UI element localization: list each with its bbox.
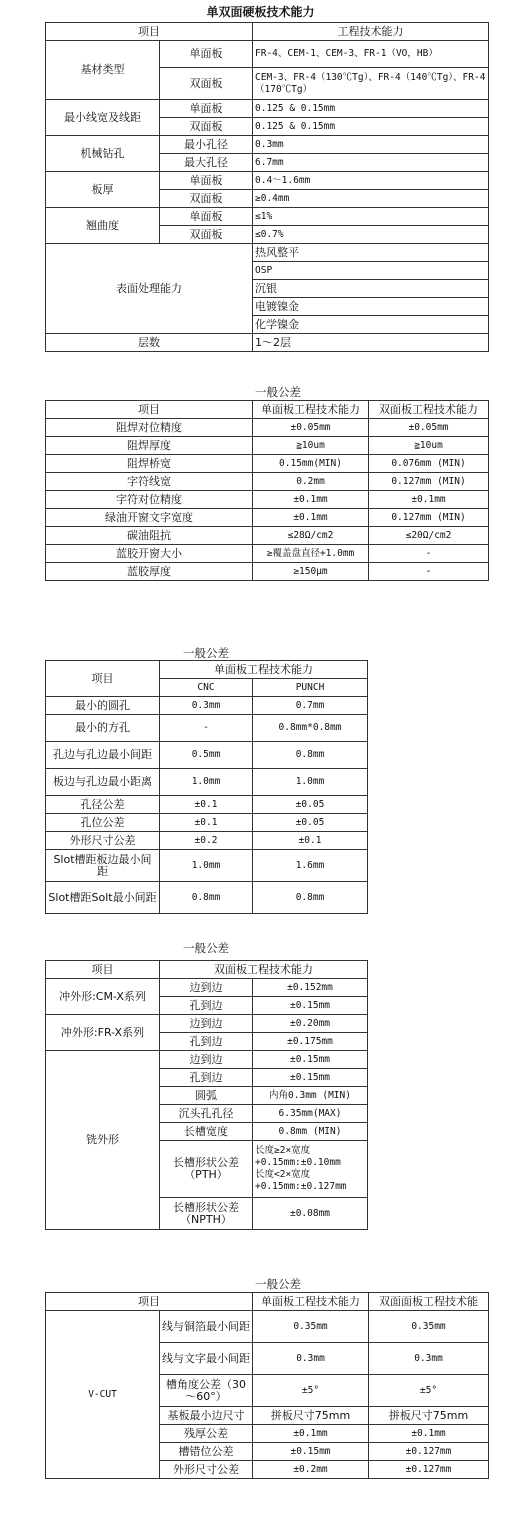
page-title: 单双面硬板技术能力	[206, 5, 315, 19]
label-single: 单面板	[160, 41, 253, 68]
row-label: 槽角度公差（30～60°）	[160, 1375, 253, 1407]
row-label-cm-series: 冲外形:CM-X系列	[46, 979, 160, 1015]
row-label: 槽错位公差	[160, 1443, 253, 1461]
row-label: 残厚公差	[160, 1425, 253, 1443]
row-label-line: 最小线宽及线距	[46, 100, 160, 136]
double-board-outline-tolerance-table	[45, 960, 368, 1230]
tech-capability-table	[45, 22, 489, 352]
row-label-warp: 翘曲度	[46, 208, 160, 244]
value-double: -	[369, 545, 489, 563]
row-label-base: 基材类型	[46, 41, 160, 100]
value-single: ±0.1mm	[253, 1425, 369, 1443]
label-edge: 边到边	[160, 1015, 253, 1033]
value-single: ≥覆盖盘直径+1.0mm	[253, 545, 369, 563]
mill-label: 圆弧	[160, 1087, 253, 1105]
row-label-thickness: 板厚	[46, 172, 160, 208]
value-double: ≤20Ω/cm2	[369, 527, 489, 545]
value-double: ±0.127mm	[369, 1443, 489, 1461]
value-cnc: -	[160, 715, 253, 742]
value-single: ±0.1mm	[253, 509, 369, 527]
value-double: ±5°	[369, 1375, 489, 1407]
label-single: 单面板	[160, 172, 253, 190]
value-double: ±0.05mm	[369, 419, 489, 437]
value-single: 拼板尺寸75mm	[253, 1407, 369, 1425]
value-single: ±0.1mm	[253, 491, 369, 509]
mill-label: 长槽宽度	[160, 1123, 253, 1141]
row-label-layers: 层数	[46, 334, 253, 352]
row-label: 最小的圆孔	[46, 697, 160, 715]
surface-item: 热风整平	[253, 244, 489, 262]
value-pth-slot	[253, 1141, 368, 1198]
row-label: 最小的方孔	[46, 715, 160, 742]
header-single: 单面板工程技术能力	[253, 401, 369, 419]
value-punch: 0.7mm	[253, 697, 368, 715]
value-punch: 0.8mm	[253, 742, 368, 769]
value-double: ≧10um	[369, 437, 489, 455]
header-double: 双面板工程技术能力	[160, 961, 368, 979]
value-double: -	[369, 563, 489, 581]
header-item: 项目	[46, 661, 160, 697]
mill-value: 内角0.3mm (MIN)	[253, 1087, 368, 1105]
value-single: 0.15mm(MIN)	[253, 455, 369, 473]
value-punch: 0.8mm*0.8mm	[253, 715, 368, 742]
value-double: 0.127mm (MIN)	[369, 509, 489, 527]
value-double: ±0.1mm	[369, 1425, 489, 1443]
value-punch: 0.8mm	[253, 882, 368, 914]
mill-label: 孔到边	[160, 1069, 253, 1087]
v-cut-tolerance-table	[45, 1292, 489, 1479]
solder-mask-tolerance-table	[45, 400, 489, 581]
header-item: 项目	[46, 1293, 253, 1311]
value-single: ≥150μm	[253, 563, 369, 581]
value-fr-hole: ±0.175mm	[253, 1033, 368, 1051]
value-punch: ±0.1	[253, 832, 368, 850]
value-warp-double: ≤0.7%	[253, 226, 489, 244]
value-cnc: ±0.1	[160, 814, 253, 832]
value-single: 0.3mm	[253, 1343, 369, 1375]
row-label: 外形尺寸公差	[46, 832, 160, 850]
value-line-double: 0.125 & 0.15mm	[253, 118, 489, 136]
pth-line: +0.15mm:±0.10mm	[255, 1157, 341, 1168]
value-cnc: 0.5mm	[160, 742, 253, 769]
value-single: 0.35mm	[253, 1311, 369, 1343]
row-label: 阻焊厚度	[46, 437, 253, 455]
value-double: 0.076mm (MIN)	[369, 455, 489, 473]
row-label: 字符对位精度	[46, 491, 253, 509]
row-label-milling: 铣外形	[46, 1051, 160, 1230]
row-label: 孔径公差	[46, 796, 160, 814]
label-max-hole: 最大孔径	[160, 154, 253, 172]
row-label: 外形尺寸公差	[160, 1461, 253, 1479]
label-hole: 孔到边	[160, 997, 253, 1015]
value-double: 0.35mm	[369, 1311, 489, 1343]
value-thickness-double: ≥0.4mm	[253, 190, 489, 208]
value-cnc: 1.0mm	[160, 769, 253, 796]
row-label: 基板最小边尺寸	[160, 1407, 253, 1425]
section-caption: 一般公差	[255, 1277, 301, 1291]
value-cnc: 1.0mm	[160, 850, 253, 882]
value-single: ≤28Ω/cm2	[253, 527, 369, 545]
mill-value: ±0.15mm	[253, 1069, 368, 1087]
value-punch: ±0.05	[253, 796, 368, 814]
value-warp-single: ≤1%	[253, 208, 489, 226]
row-label: Slot槽距板边最小间距	[46, 850, 160, 882]
mill-label: 边到边	[160, 1051, 253, 1069]
mill-value: ±0.15mm	[253, 1051, 368, 1069]
row-label: 碳油阻抗	[46, 527, 253, 545]
surface-item: 化学镍金	[253, 316, 489, 334]
value-cnc: 0.8mm	[160, 882, 253, 914]
label-pth-slot: 长槽形状公差（PTH）	[160, 1141, 253, 1198]
label-single: 单面板	[160, 208, 253, 226]
value-double: ±0.127mm	[369, 1461, 489, 1479]
label-hole: 孔到边	[160, 1033, 253, 1051]
value-single: ±5°	[253, 1375, 369, 1407]
row-label-v-cut: V-CUT	[46, 1311, 160, 1479]
header-item: 项目	[46, 961, 160, 979]
section-caption: 一般公差	[255, 385, 301, 399]
header-single: 单面板工程技术能力	[253, 1293, 369, 1311]
value-npth-slot: ±0.08mm	[253, 1198, 368, 1230]
label-double: 双面板	[160, 118, 253, 136]
pth-line: 长度≥2×宽度	[255, 1145, 311, 1156]
row-label-fr-series: 冲外形:FR-X系列	[46, 1015, 160, 1051]
subheader-punch: PUNCH	[253, 679, 368, 697]
row-label: 蓝胶厚度	[46, 563, 253, 581]
label-double: 双面板	[160, 190, 253, 208]
surface-item: OSP	[253, 262, 489, 280]
label-npth-slot: 长槽形状公差（NPTH）	[160, 1198, 253, 1230]
header-single: 单面板工程技术能力	[160, 661, 368, 679]
value-fr-edge: ±0.20mm	[253, 1015, 368, 1033]
value-cnc: ±0.2	[160, 832, 253, 850]
mill-value: 0.8mm (MIN)	[253, 1123, 368, 1141]
value-max-hole: 6.7mm	[253, 154, 489, 172]
row-label: 字符线宽	[46, 473, 253, 491]
value-cnc: 0.3mm	[160, 697, 253, 715]
surface-item: 电镀镍金	[253, 298, 489, 316]
value-single: ±0.15mm	[253, 1443, 369, 1461]
header-item: 项目	[46, 23, 253, 41]
value-double: 拼板尺寸75mm	[369, 1407, 489, 1425]
value-punch: 1.6mm	[253, 850, 368, 882]
value-cm-edge: ±0.152mm	[253, 979, 368, 997]
label-double: 双面板	[160, 226, 253, 244]
label-single: 单面板	[160, 100, 253, 118]
row-label: 阻焊桥宽	[46, 455, 253, 473]
value-single: ±0.2mm	[253, 1461, 369, 1479]
value-double: ±0.1mm	[369, 491, 489, 509]
row-label: 线与文字最小间距	[160, 1343, 253, 1375]
row-label: 绿油开窗文字宽度	[46, 509, 253, 527]
header-double: 双面板工程技术能力	[369, 401, 489, 419]
label-edge: 边到边	[160, 979, 253, 997]
value-single: ±0.05mm	[253, 419, 369, 437]
mill-label: 沉头孔孔径	[160, 1105, 253, 1123]
value-base-single: FR-4、CEM-1、CEM-3、FR-1（VO，HB）	[253, 41, 489, 68]
value-cm-hole: ±0.15mm	[253, 997, 368, 1015]
row-label: 孔边与孔边最小间距	[46, 742, 160, 769]
value-single: 0.2mm	[253, 473, 369, 491]
header-double: 双面面板工程技术能	[369, 1293, 489, 1311]
value-single: ≧10um	[253, 437, 369, 455]
row-label: Slot槽距Solt最小间距	[46, 882, 160, 914]
mill-value: 6.35mm(MAX)	[253, 1105, 368, 1123]
pth-line: +0.15mm:±0.127mm	[255, 1181, 347, 1192]
row-label-drill: 机械钻孔	[46, 136, 160, 172]
row-label: 线与铜箔最小间距	[160, 1311, 253, 1343]
section-caption: 一般公差	[183, 646, 229, 660]
row-label: 板边与孔边最小距离	[46, 769, 160, 796]
single-board-hole-tolerance-table	[45, 660, 368, 914]
row-label: 孔位公差	[46, 814, 160, 832]
subheader-cnc: CNC	[160, 679, 253, 697]
header-item: 项目	[46, 401, 253, 419]
label-double: 双面板	[160, 68, 253, 100]
value-double: 0.3mm	[369, 1343, 489, 1375]
value-min-hole: 0.3mm	[253, 136, 489, 154]
value-thickness-single: 0.4～1.6mm	[253, 172, 489, 190]
row-label: 蓝胶开窗大小	[46, 545, 253, 563]
row-label-surface: 表面处理能力	[46, 244, 253, 334]
pth-line: 长度<2×宽度	[255, 1169, 311, 1180]
header-capability: 工程技术能力	[253, 23, 489, 41]
surface-item: 沉银	[253, 280, 489, 298]
value-line-single: 0.125 & 0.15mm	[253, 100, 489, 118]
value-cnc: ±0.1	[160, 796, 253, 814]
value-layers: 1～2层	[253, 334, 489, 352]
row-label: 阻焊对位精度	[46, 419, 253, 437]
label-min-hole: 最小孔径	[160, 136, 253, 154]
value-punch: ±0.05	[253, 814, 368, 832]
value-punch: 1.0mm	[253, 769, 368, 796]
value-double: 0.127mm (MIN)	[369, 473, 489, 491]
value-base-double: CEM-3、FR-4（130℃Tg）、FR-4（140℃Tg）、FR-4（170℃Tg）	[253, 68, 489, 100]
section-caption: 一般公差	[183, 941, 229, 955]
